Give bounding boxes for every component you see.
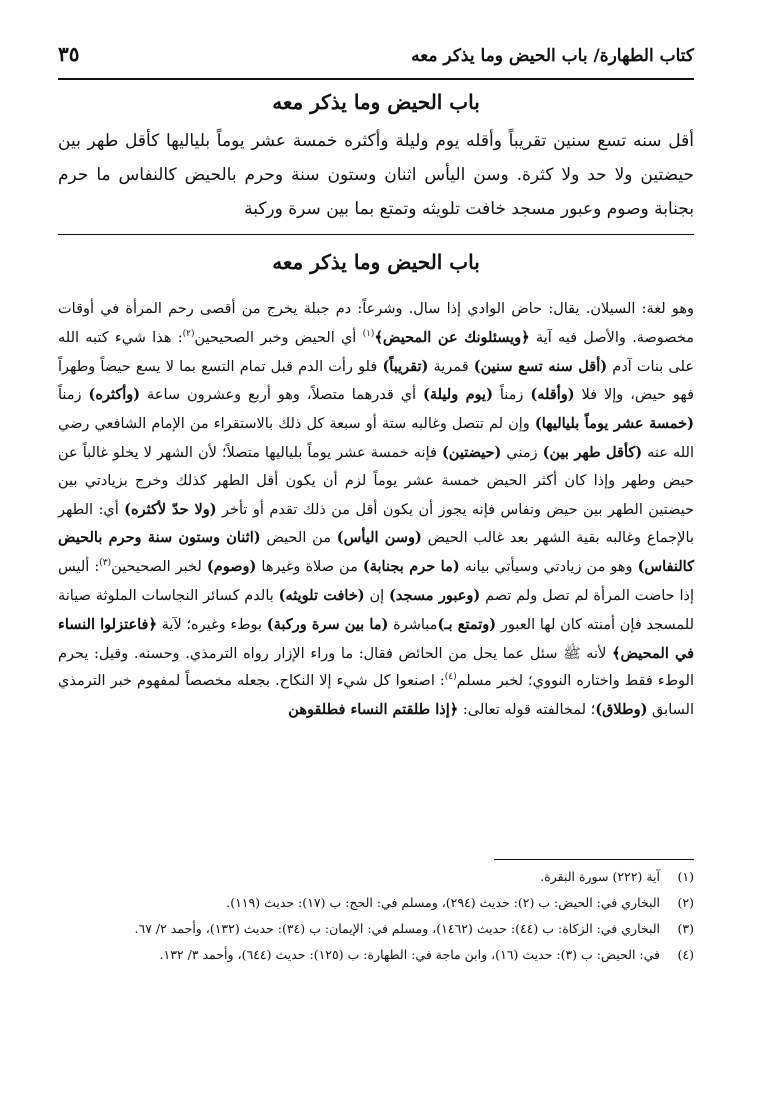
sharh-text-segment: من صلاة وغيرها — [256, 559, 363, 576]
sharh-text-segment: من الحيض — [260, 530, 337, 547]
running-head-title: كتاب الطهارة/ باب الحيض وما يذكر معه — [411, 46, 694, 66]
matn-quote: (ما بين سرة وركبة) — [266, 615, 389, 633]
matn-quote: (خمسة عشر يوماً بلياليها) — [534, 415, 695, 433]
sharh-text-segment: وهو من زيادتي وسيأتي بيانه — [459, 559, 638, 576]
matn-quote: (وصوم) — [206, 558, 257, 576]
sharh-text-segment: : أليس إذا حاضت المرأة لم تصل ولم تصم — [58, 559, 694, 604]
quran-quote: ﴿ويسئلونك عن المحيض﴾ — [374, 328, 530, 346]
matn-quote: (وسن اليأس) — [336, 529, 422, 547]
section-divider — [58, 234, 694, 235]
footnote-text: البخاري في: الحيض: ب (٢): حديث (٢٩٤)، ومسلم في: الحج: ب (١٧): حديث (١١٩). — [226, 895, 660, 910]
sharh-text-segment: : هذا شيء كتبه الله على بنات آدم — [58, 329, 694, 375]
quran-quote: ﴿فاعتزلوا النساء في المحيض﴾ — [58, 615, 695, 662]
matn-quote: (أقل سنه تسع سنين) — [473, 357, 608, 375]
matn-quote: (حيضتين) — [441, 443, 502, 461]
footnote-1 — [58, 866, 694, 888]
matn-quote: (ما حرم بجنابة) — [362, 558, 460, 576]
footnote-3 — [58, 918, 694, 940]
footnote-text: في: الحيض: ب (٣): حديث (١٦)، وابن ماجة في: الطهارة: ب (١٢٥): حديث (٦٤٤)، وأحمد ٣/ ١٣٢. — [159, 947, 660, 962]
quran-quote: ﴿إذا طلقتم النساء فطلقوهن — [288, 701, 459, 719]
page-number: ٣٥ — [58, 42, 80, 66]
footnote-ref-3: (٣) — [99, 558, 112, 569]
footnote-text: آية (٢٢٢) سورة البقرة. — [540, 869, 660, 884]
sharh-text-segment: أي: الطهر بالإجماع وغالبه بقية الشهر بعد غالب الحيض — [58, 501, 694, 547]
footnote-number: (٣) — [677, 921, 694, 936]
running-head — [58, 42, 694, 66]
sharh-text-segment: ؛ لمخالفته قوله تعالى: — [458, 702, 596, 719]
matn-quote: (كأقل طهر بين) — [542, 443, 643, 461]
matn-text: أقل سنه تسع سنين تقريباً وأقله يوم وليلة وأكثره خمسة عشر يوماً بلياليها كأقل طهر بين حيضتين ولا حد ولا كثرة. وسن اليأس اثنان وستون سنة وحرم بالحيض كالنفاس ما حرم بجنابة وصوم وعبور مسجد خافت تلويثه وتمتع بما بين سرة وركبة — [58, 131, 694, 219]
footnote-rule — [494, 859, 694, 860]
matn-quote: (خافت تلويثه) — [278, 586, 365, 604]
footnote-ref-2: (٢) — [182, 328, 195, 339]
matn-quote: (ولا حدّ لأكثره) — [124, 500, 217, 518]
sharh-text-segment: أي الحيض وخبر الصحيحين — [194, 329, 363, 346]
footnote-ref-1: (١) — [362, 328, 375, 339]
sharh-text-segment: لأنه ﷺ سئل عما يحل من الحائض فقال: ما وراء الإزار رواه الترمذي. وحسنه. وقيل: يحرم الوطء فقط واختاره النووي؛ لخبر مسلم — [58, 645, 694, 690]
sharh-text-segment: وهو لغة: السيلان. يقال: حاض الوادي إذا سال. وشرعاً: دم جبلة يخرج من أقصى رحم المرأة في أوقات مخصوصة. والأصل فيه آية — [58, 301, 694, 346]
matn-quote: (تقريباً) — [382, 357, 429, 375]
matn-heading: باب الحيض وما يذكر معه — [272, 90, 480, 114]
footnote-4 — [58, 944, 694, 966]
footnotes — [58, 866, 694, 970]
matn-quote: (وتمتع بـ) — [437, 615, 497, 633]
footnote-number: (٢) — [677, 895, 694, 910]
header-rule — [58, 78, 694, 80]
sharh-text-segment: فإنه خمسة عشر يوماً بلياليها متصلاً؛ لأن الشهر لا يخلو غالباً عن حيض وطهر وإذا كان أكثر الحيض خمسة عشر يوماً لزم أن يكون أقل الطهر كذلك وخرج بزيادتي بين حيضتين الطهر بين حيض ونفاس فإنه يجوز أن يكون أقل من ذلك تقدم أو تأخر — [58, 444, 694, 518]
sharh-text-segment: أي قدرهما متصلاً، وهو أربع وعشرون ساعة — [140, 387, 423, 404]
sharh-text-segment: لخبر الصحيحين — [111, 559, 207, 576]
sharh-text-segment: فلو رأت الدم قبل تمام التسع بما لا يسع حيضاً وطهراً فهو حيض، وإلا فلا — [58, 358, 695, 404]
footnote-number: (١) — [677, 869, 694, 884]
matn-quote: (وطلاق) — [595, 701, 648, 719]
matn-quote: (وأقله) — [530, 386, 575, 404]
sharh-text-segment: : اصنعوا كل شيء إلا النكاح. بجعله مخصصاً لمفهوم خبر الترمذي السابق — [58, 673, 694, 719]
sharh-text-segment: إن — [364, 587, 390, 604]
matn-quote: (وعبور مسجد) — [389, 586, 481, 604]
sharh-heading: باب الحيض وما يذكر معه — [272, 250, 480, 274]
sharh-text-segment: بوطء وغيره؛ لآية — [156, 616, 267, 633]
footnote-ref-4: (٤) — [444, 672, 457, 683]
footnote-number: (٤) — [677, 947, 694, 962]
matn-quote: (وأكثره) — [88, 386, 141, 404]
footnote-text: البخاري في: الزكاة: ب (٤٤): حديث (١٤٦٢)، ومسلم في: الإيمان: ب (٣٤): حديث (١٣٢)، وأحمد ٢/ ٦٧. — [134, 921, 660, 936]
matn-quote: (اثنان وستون سنة وحرم بالحيض كالنفاس) — [58, 529, 694, 576]
sharh-text-segment: مباشرة — [388, 616, 438, 633]
sharh-text-segment: قمرية — [428, 358, 474, 375]
sharh-text-segment: بالدم كسائر النجاسات الملوثة صيانة للمسجد فإن أمنته كان لها العبور — [58, 587, 694, 633]
sharh-text-segment: وإن لم تتصل وغالبه ستة أو سبعة كل ذلك بالاستقراء من الإمام الشافعي رضي الله عنه — [58, 416, 694, 461]
matn-quote: (يوم وليلة) — [422, 386, 493, 404]
footnote-2 — [58, 892, 694, 914]
sharh-text-segment: زمناً — [492, 387, 531, 404]
sharh-text-segment: زمناً — [58, 387, 89, 404]
sharh-text — [58, 296, 694, 725]
sharh-text-segment: زمني — [501, 444, 543, 461]
